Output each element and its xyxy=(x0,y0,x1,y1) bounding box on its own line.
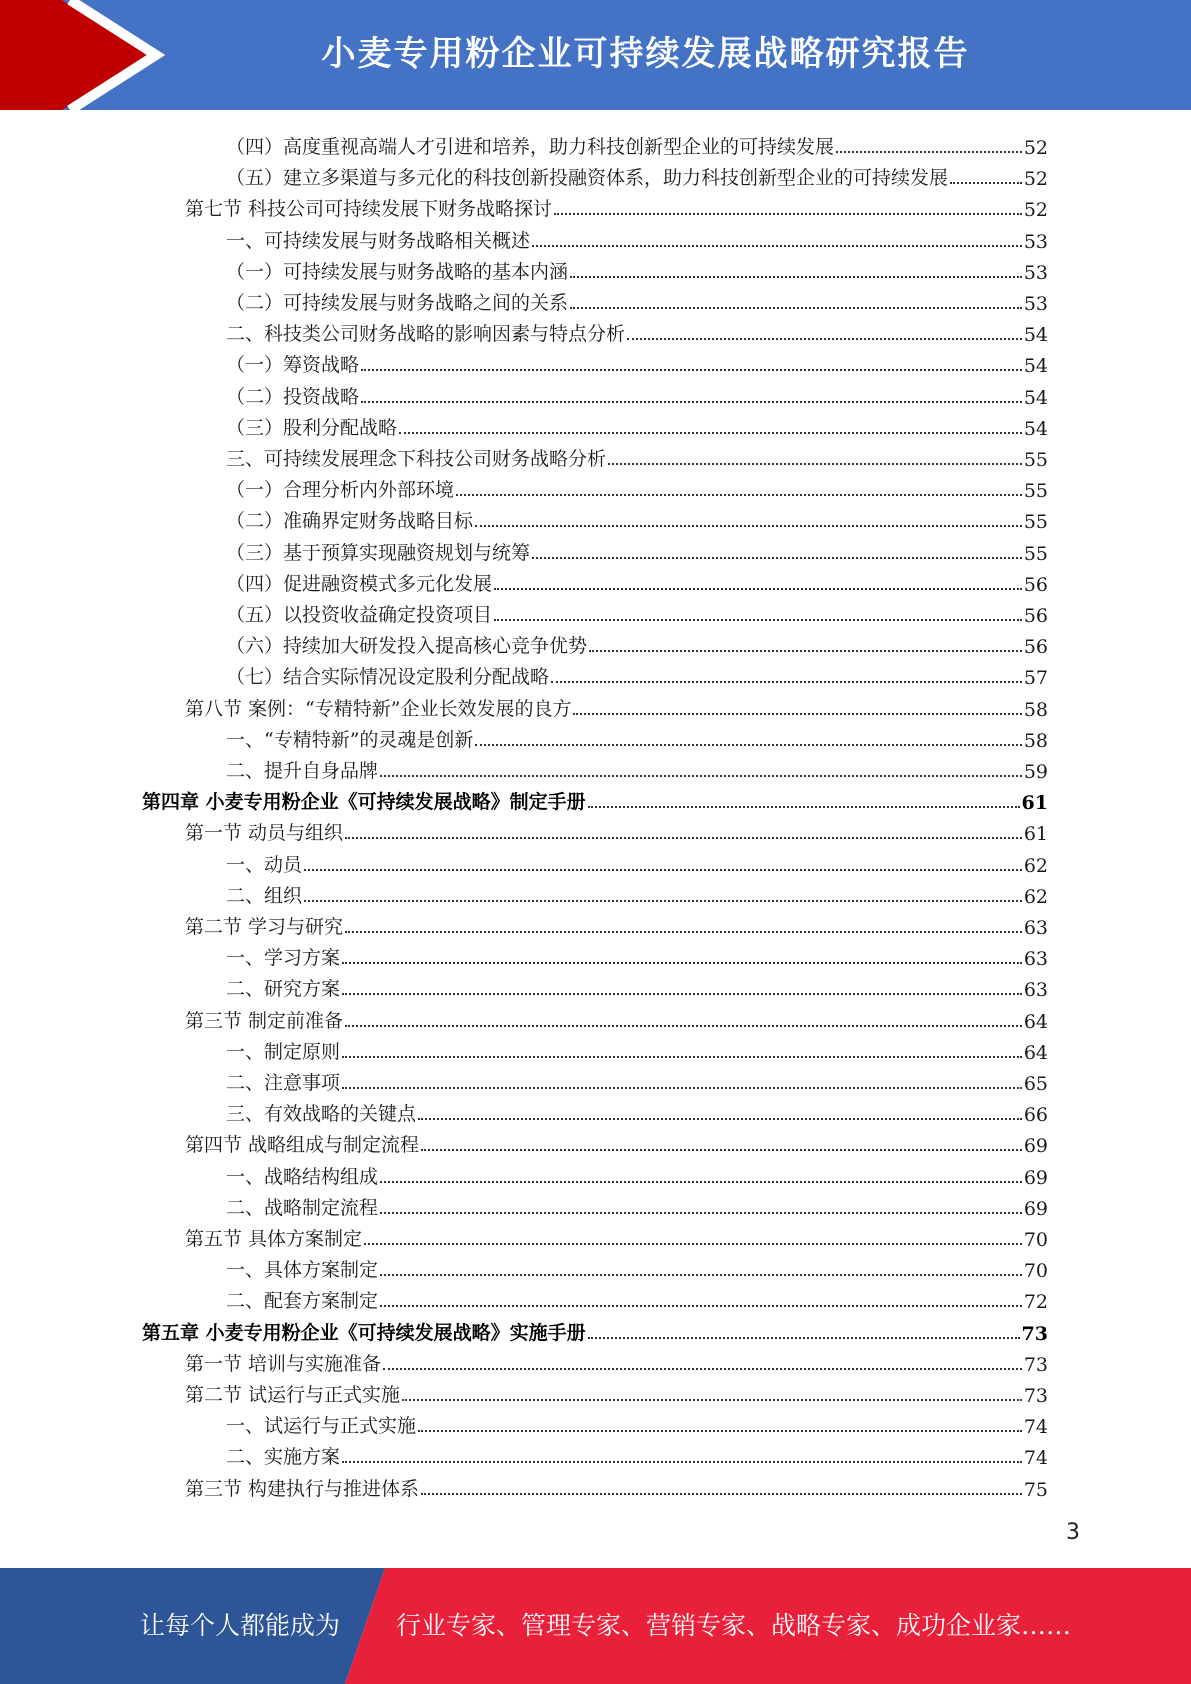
toc-entry[interactable] xyxy=(185,1126,1048,1157)
toc-dot-leader xyxy=(475,525,1022,527)
toc-dot-leader xyxy=(345,931,1022,933)
toc-entry[interactable] xyxy=(185,1220,1048,1251)
toc-dot-leader xyxy=(418,1430,1022,1432)
toc-entry-page: 57 xyxy=(1023,667,1048,690)
toc-entry[interactable] xyxy=(226,534,1048,565)
toc-entry-page: 69 xyxy=(1023,1197,1048,1220)
toc-dot-leader xyxy=(342,993,1022,995)
toc-entry[interactable] xyxy=(185,690,1048,721)
toc-entry-title: （五）以投资收益确定投资项目 xyxy=(226,604,493,626)
toc-entry-page: 53 xyxy=(1023,261,1048,284)
footer-slogan-right: 行业专家、管理专家、营销专家、战略专家、成功企业家…… xyxy=(396,1611,1072,1640)
toc-entry-title: 一、具体方案制定 xyxy=(226,1259,379,1282)
toc-entry-title: （一）合理分析内外部环境 xyxy=(226,479,455,502)
toc-entry[interactable] xyxy=(226,1407,1048,1438)
toc-dot-leader xyxy=(421,1149,1022,1151)
toc-entry[interactable] xyxy=(185,190,1048,221)
toc-dot-leader xyxy=(380,775,1022,777)
toc-entry-title: （一）筹资战略 xyxy=(226,354,360,377)
toc-entry-title: （二）投资战略 xyxy=(226,385,360,408)
toc-entry-title: 第三节 制定前准备 xyxy=(185,1009,344,1032)
toc-dot-leader xyxy=(589,650,1022,652)
toc-entry-title: （五）建立多渠道与多元化的科技创新投融资体系，助力科技创新型企业的可持续发展 xyxy=(226,167,949,190)
page-footer xyxy=(0,1568,1191,1684)
toc-entry-page: 52 xyxy=(1023,168,1048,191)
toc-entry[interactable] xyxy=(226,1282,1048,1313)
toc-entry-page: 53 xyxy=(1023,230,1048,253)
toc-entry[interactable] xyxy=(226,1064,1048,1095)
toc-entry-page: 70 xyxy=(1023,1260,1048,1283)
toc-entry-page: 55 xyxy=(1023,542,1048,565)
toc-entry-title: 三、有效战略的关键点 xyxy=(226,1103,417,1126)
toc-dot-leader xyxy=(836,151,1022,153)
toc-entry-title: （二）准确界定财务战略目标 xyxy=(226,510,474,533)
toc-dot-leader xyxy=(532,245,1022,247)
toc-dot-leader xyxy=(570,276,1022,278)
toc-dot-leader xyxy=(304,869,1022,871)
toc-dot-leader xyxy=(345,837,1022,839)
toc-entry-page: 62 xyxy=(1023,854,1048,877)
toc-dot-leader xyxy=(588,1337,1020,1339)
toc-entry[interactable] xyxy=(226,253,1048,284)
toc-dot-leader xyxy=(345,1025,1022,1027)
toc-entry[interactable] xyxy=(226,222,1048,253)
toc-entry[interactable] xyxy=(185,814,1048,845)
toc-entry-page: 55 xyxy=(1023,511,1048,534)
toc-entry-title: 一、制定原则 xyxy=(226,1040,341,1063)
toc-entry-title: 二、实施方案 xyxy=(226,1446,341,1469)
toc-entry[interactable] xyxy=(226,1095,1048,1126)
toc-entry[interactable] xyxy=(226,939,1048,970)
toc-dot-leader xyxy=(380,1274,1022,1276)
toc-dot-leader xyxy=(342,1461,1022,1463)
toc-entry-title: 二、科技类公司财务战略的影响因素与特点分析 xyxy=(226,323,626,346)
toc-entry-page: 69 xyxy=(1023,1166,1048,1189)
toc-entry[interactable] xyxy=(226,752,1048,783)
toc-entry-page: 58 xyxy=(1023,729,1048,752)
toc-entry[interactable] xyxy=(226,1033,1048,1064)
toc-entry-page: 73 xyxy=(1021,1322,1048,1345)
toc-dot-leader xyxy=(573,713,1021,715)
toc-dot-leader xyxy=(494,588,1022,590)
toc-entry-title: 第一节 培训与实施准备 xyxy=(185,1352,382,1375)
toc-entry-page: 63 xyxy=(1023,948,1048,971)
toc-dot-leader xyxy=(380,1181,1022,1183)
toc-entry-title: 第二节 试运行与正式实施 xyxy=(185,1384,401,1406)
toc-dot-leader xyxy=(342,962,1022,964)
toc-dot-leader xyxy=(361,401,1022,403)
toc-dot-leader xyxy=(475,744,1021,746)
page-number: 3 xyxy=(1066,1520,1080,1545)
toc-entry-page: 54 xyxy=(1023,355,1048,378)
toc-entry-page: 64 xyxy=(1023,1041,1048,1064)
toc-dot-leader xyxy=(399,432,1022,434)
toc-entry-title: （四）高度重视高端人才引进和培养，助力科技创新型企业的可持续发展 xyxy=(226,136,835,158)
toc-entry-title: 三、可持续发展理念下科技公司财务战略分析 xyxy=(226,448,607,470)
toc-entry-title: 二、战略制定流程 xyxy=(226,1196,379,1219)
toc-entry-page: 70 xyxy=(1023,1229,1048,1251)
toc-entry-title: 第二节 学习与研究 xyxy=(185,916,344,938)
toc-entry-title: 二、注意事项 xyxy=(226,1072,341,1094)
toc-dot-leader xyxy=(627,338,1022,340)
toc-entry[interactable] xyxy=(226,721,1048,752)
toc-entry-title: 第四节 战略组成与制定流程 xyxy=(185,1134,420,1157)
toc-entry-title: 二、配套方案制定 xyxy=(226,1290,379,1313)
toc-entry-page: 65 xyxy=(1023,1073,1048,1095)
toc-entry-page: 58 xyxy=(1023,698,1048,721)
toc-entry-title: （一）可持续发展与财务战略的基本内涵 xyxy=(226,260,569,283)
toc-dot-leader xyxy=(380,1305,1022,1307)
toc-dot-leader xyxy=(342,1056,1022,1058)
toc-entry[interactable] xyxy=(226,565,1048,596)
toc-entry[interactable] xyxy=(226,1189,1048,1220)
toc-entry[interactable] xyxy=(226,502,1048,533)
toc-dot-leader xyxy=(402,1399,1022,1401)
toc-entry-title: 第四章 小麦专用粉企业《可持续发展战略》制定手册 xyxy=(142,791,586,814)
toc-entry-title: （三）基于预算实现融资规划与统筹 xyxy=(226,541,531,564)
toc-entry[interactable] xyxy=(226,596,1048,627)
toc-entry[interactable] xyxy=(226,471,1048,502)
toc-entry[interactable] xyxy=(226,346,1048,377)
toc-entry-title: 二、组织 xyxy=(226,884,303,907)
toc-entry-page: 69 xyxy=(1023,1135,1048,1158)
toc-dot-leader xyxy=(494,619,1022,621)
toc-dot-leader xyxy=(383,1368,1022,1370)
toc-entry[interactable] xyxy=(226,846,1048,877)
toc-entry-title: 一、“专精特新”的灵魂是创新 xyxy=(226,728,474,751)
toc-entry-page: 75 xyxy=(1023,1478,1048,1501)
toc-entry-page: 63 xyxy=(1023,917,1048,939)
toc-entry-page: 73 xyxy=(1023,1353,1048,1376)
toc-entry[interactable] xyxy=(226,378,1048,409)
toc-entry-page: 72 xyxy=(1023,1291,1048,1314)
toc-entry-title: 一、动员 xyxy=(226,853,303,876)
toc-entry-title: 一、学习方案 xyxy=(226,947,341,970)
toc-entry-title: （三）股利分配战略 xyxy=(226,416,398,439)
toc-entry-title: 一、战略结构组成 xyxy=(226,1165,379,1188)
toc-dot-leader xyxy=(380,1212,1022,1214)
toc-entry-title: 第八节 案例：“专精特新”企业长效发展的良方 xyxy=(185,697,572,720)
toc-dot-leader xyxy=(421,1493,1022,1495)
toc-entry-title: （六）持续加大研发投入提高核心竞争优势 xyxy=(226,635,588,658)
toc-entry[interactable] xyxy=(185,908,1048,939)
toc-entry-page: 54 xyxy=(1023,324,1048,347)
page-header xyxy=(0,0,1191,110)
toc-entry-page: 53 xyxy=(1023,293,1048,315)
toc-dot-leader xyxy=(570,307,1022,309)
toc-entry[interactable] xyxy=(226,1438,1048,1469)
toc-dot-leader xyxy=(364,1243,1022,1245)
toc-entry[interactable] xyxy=(226,970,1048,1001)
toc-entry-title: 第五节 具体方案制定 xyxy=(185,1228,363,1250)
toc-entry-page: 74 xyxy=(1023,1447,1048,1470)
header-title: 小麦专用粉企业可持续发展战略研究报告 xyxy=(321,34,970,74)
toc-entry-page: 62 xyxy=(1023,885,1048,908)
toc-entry[interactable] xyxy=(226,315,1048,346)
toc-entry[interactable] xyxy=(226,658,1048,689)
toc-entry-title: 第一节 动员与组织 xyxy=(185,822,344,845)
toc-entry[interactable] xyxy=(226,159,1048,190)
toc-entry-title: （七）结合实际情况设定股利分配战略 xyxy=(226,666,550,689)
toc-entry[interactable] xyxy=(226,627,1048,658)
toc-entry-page: 66 xyxy=(1023,1104,1048,1127)
toc-entry-page: 55 xyxy=(1023,480,1048,503)
toc-entry-page: 74 xyxy=(1023,1416,1048,1439)
toc-entry-page: 64 xyxy=(1023,1010,1048,1033)
toc-entry-title: 第七节 科技公司可持续发展下财务战略探讨 xyxy=(185,198,553,221)
toc-entry[interactable] xyxy=(142,783,1048,814)
toc-entry-page: 52 xyxy=(1023,199,1048,222)
toc-entry[interactable] xyxy=(226,440,1048,471)
toc-entry-title: 第三节 构建执行与推进体系 xyxy=(185,1477,420,1500)
toc-entry-page: 54 xyxy=(1023,386,1048,409)
toc-entry[interactable] xyxy=(226,1251,1048,1282)
toc-dot-leader xyxy=(304,900,1022,902)
toc-entry[interactable] xyxy=(185,1376,1048,1407)
header-red-chevron xyxy=(0,0,148,110)
toc-entry-title: （四）促进融资模式多元化发展 xyxy=(226,572,493,595)
toc-entry-title: 二、研究方案 xyxy=(226,978,341,1001)
toc-entry-page: 73 xyxy=(1023,1385,1048,1407)
toc-entry-page: 56 xyxy=(1023,605,1048,627)
toc-entry[interactable] xyxy=(142,1314,1048,1345)
toc-entry[interactable] xyxy=(185,1002,1048,1033)
toc-entry[interactable] xyxy=(185,1345,1048,1376)
toc-dot-leader xyxy=(361,369,1022,371)
toc-entry-page: 52 xyxy=(1023,137,1048,159)
toc-entry[interactable] xyxy=(226,877,1048,908)
toc-dot-leader xyxy=(588,806,1020,808)
toc-entry-page: 56 xyxy=(1023,573,1048,596)
toc-entry-page: 59 xyxy=(1023,761,1048,783)
toc-entry-page: 61 xyxy=(1023,823,1048,846)
toc-entry[interactable] xyxy=(185,1470,1048,1501)
toc-dot-leader xyxy=(532,557,1022,559)
toc-entry-title: （二）可持续发展与财务战略之间的关系 xyxy=(226,292,569,314)
toc-entry-title: 一、试运行与正式实施 xyxy=(226,1415,417,1438)
toc-entry[interactable] xyxy=(226,409,1048,440)
toc-dot-leader xyxy=(418,1118,1022,1120)
toc-entry-page: 54 xyxy=(1023,417,1048,440)
toc-entry-page: 61 xyxy=(1021,792,1048,815)
toc-entry-title: 一、可持续发展与财务战略相关概述 xyxy=(226,229,531,252)
toc-dot-leader xyxy=(554,213,1022,215)
toc-entry-page: 63 xyxy=(1023,979,1048,1002)
toc-dot-leader xyxy=(456,494,1022,496)
toc-entry-title: 第五章 小麦专用粉企业《可持续发展战略》实施手册 xyxy=(142,1321,586,1344)
toc-entry[interactable] xyxy=(226,1158,1048,1189)
toc-entry-title: 二、提升自身品牌 xyxy=(226,760,379,782)
toc-entry-page: 56 xyxy=(1023,636,1048,659)
toc-dot-leader xyxy=(342,1087,1022,1089)
toc-dot-leader xyxy=(551,681,1022,683)
toc-entry[interactable] xyxy=(226,284,1048,315)
toc-dot-leader xyxy=(608,463,1022,465)
toc-entry[interactable] xyxy=(226,128,1048,159)
footer-slogan-left: 让每个人都能成为 xyxy=(140,1611,341,1640)
toc-entry-page: 55 xyxy=(1023,449,1048,471)
toc-dot-leader xyxy=(950,182,1022,184)
